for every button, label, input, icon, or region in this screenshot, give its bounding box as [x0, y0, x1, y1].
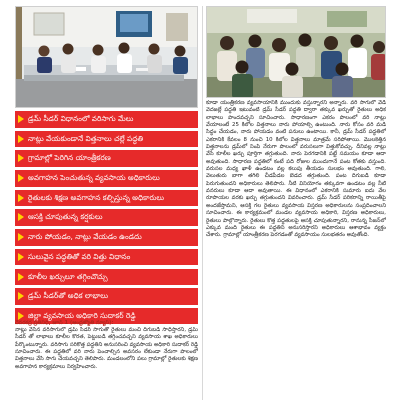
highlight-list — [15, 111, 198, 328]
highlight-item: డ్రమ్‌ సీడర్‌తో అధిక లాభాలు — [15, 288, 198, 305]
article-body-right: కూడా యంత్రీకరణ వ్యవసాయానికి ముందుకు వస్తున్నారని అన్నారు. వరి సాగులో వేడి వెదజల్లే పద్ధతి ఇటువంటి డ్రమ్‌ సీడర్‌ పద్ధతి ద్వారా తక్కువ ఖర్చుతో రైతులు అధిక లాభాలు పొందవచ్చని సూచించారు. సాధారణంగా ఎకరం పొలంలో వరి నాట్లు వేయాలంటే 25 కిలోల విత్తనాలు నారు పోయాల్సి ఉంటుంది. నారు కోసం వరి మడి సిద్ధం చేయడం, నారు పోయడం వంటి పనులు ఉంటాయి. కానీ, డ్రమ్‌ సీడర్‌ పద్ధతిలో ఎకరానికి కేవలం 8 నుంచి 10 కిలోల విత్తనాలు మాత్రమే సరిపోతాయి. మొలకెత్తిన విత్తనాలను డ్రమ్‌లో నింపి నేరుగా పొలంలో వరుసలుగా విత్తుకోవచ్చు. దీనివల్ల నాట్లు వేసే కూలీల ఖర్చు పూర్తిగా తగ్గుతుంది. నారు పెరగడానికి పట్టే సమయం కూడా ఆదా అవుతుంది. సాధారణ పద్ధతిలో కంటే పది రోజుల ముందుగానే పంట కోతకు వస్తుంది. వరుసల మధ్య ఖాళీ ఉండటం వల్ల కలుపు తీయడం సులభం అవుతుంది. గాలి, వెలుతురు బాగా తగిలి చీడపీడల బెడద తగ్గుతుంది. పంట దిగుబడి కూడా పెరుగుతుందని అధికారులు తెలిపారు. నీటి వినియోగం తక్కువగా ఉండటం వల్ల నీటి వనరులు కూడా ఆదా అవుతాయి. ఈ విధానంలో ఎకరానికి సుమారు ఐదు వేల రూపాయల వరకు ఖర్చు తగ్గుతుందని వివరించారు. డ్రమ్‌ సీడర్‌ పరికరాన్ని రాయితీపై అందజేస్తామని, ఆసక్తి గల రైతులు వ్యవసాయ విస్తరణ అధికారులను సంప్రదించాలని సూచించారు. ఈ కార్యక్రమంలో మండల వ్యవసాయ అధికారి, విస్తరణ అధికారులు, రైతులు పాల్గొన్నారు. రైతులు కొత్త పద్ధతులపై ఆసక్తి చూపుతున్నారని, రానున్న సీజన్‌లో ఎక్కువ మంది రైతులు ఈ పద్ధతిని అనుసరిస్తారని అధికారులు ఆశాభావం వ్యక్తం చేశారు. గ్రామాల్లో యాంత్రీకరణ పెరగడంతో వ్యవసాయం సులభతరం అవుతోంది. — [206, 100, 386, 239]
meeting-photo — [15, 6, 198, 108]
farmers-meeting-photo — [206, 6, 386, 98]
highlight-item: రైతులకు శిక్షణ అవగాహన కల్పిస్తున్న అధికారులు — [15, 190, 198, 207]
highlight-item: జిల్లా వ్యవసాయ అధికారి సుదాకర్‌ రెడ్డి — [15, 308, 198, 325]
highlight-item: సులువైన పద్ధతితో వరి విత్తు విధానం — [15, 249, 198, 266]
article-body-left: నాట్లు వేసిన వరిసాగులో డ్రమ్‌ సీడర్‌ సాగుతో రైతులు మంచి దిగుబడి సాధిస్తారని, డ్రమ్‌ సీడర్‌ తో లాభాలు కూలీల కొరత, పెట్టుబడి తగ్గించవచ్చని వ్యవసాయ శాఖ అధికారులు పేర్కొంటున్నారు. వరిసాగు సరికొత్త పద్ధతిని అనుసరించి వ్యవసాయ అధికారి సుదాకర్‌ రెడ్డి సూచించారు. ఈ పద్ధతిలో వరి నారు పెంచాల్సిన అవసరం లేకుండా నేరుగా పొలంలో విత్తనాలు వేసి సాగు చేయవచ్చని తెలిపారు. మండలంలోని పలు గ్రామాల్లో రైతులకు శిక్షణ అవగాహన కార్యక్రమాలు నిర్వహించారు. — [15, 327, 198, 370]
highlight-item: నారు పోయడం, నాట్లు వేయడం ఉండదు — [15, 229, 198, 246]
highlight-item: గ్రామాల్లో పెరిగిన యాంత్రీకరణ — [15, 150, 198, 167]
highlight-item: అవగాహన పెంచుతున్న వ్యవసాయ అధికారులు — [15, 170, 198, 187]
column-divider — [202, 6, 203, 400]
highlight-item: నాట్లు వేయకుండానే విత్తనాలు చల్లే పద్ధతి — [15, 131, 198, 148]
highlight-item: డ్రమ్‌ సీడర్‌ విధానంలో వరిసాగు మేలు — [15, 111, 198, 128]
highlight-item: ఆసక్తి చూపుతున్న కర్షకులు — [15, 209, 198, 226]
highlight-item: కూలీల ఖర్చులూ తగ్గించొచ్చు — [15, 269, 198, 286]
dateline: దేవరకద్ర ప్రతినిధి, జూన్ 1 (ఆంధ్రజ్యోతి న్యూస్): — [15, 320, 114, 326]
